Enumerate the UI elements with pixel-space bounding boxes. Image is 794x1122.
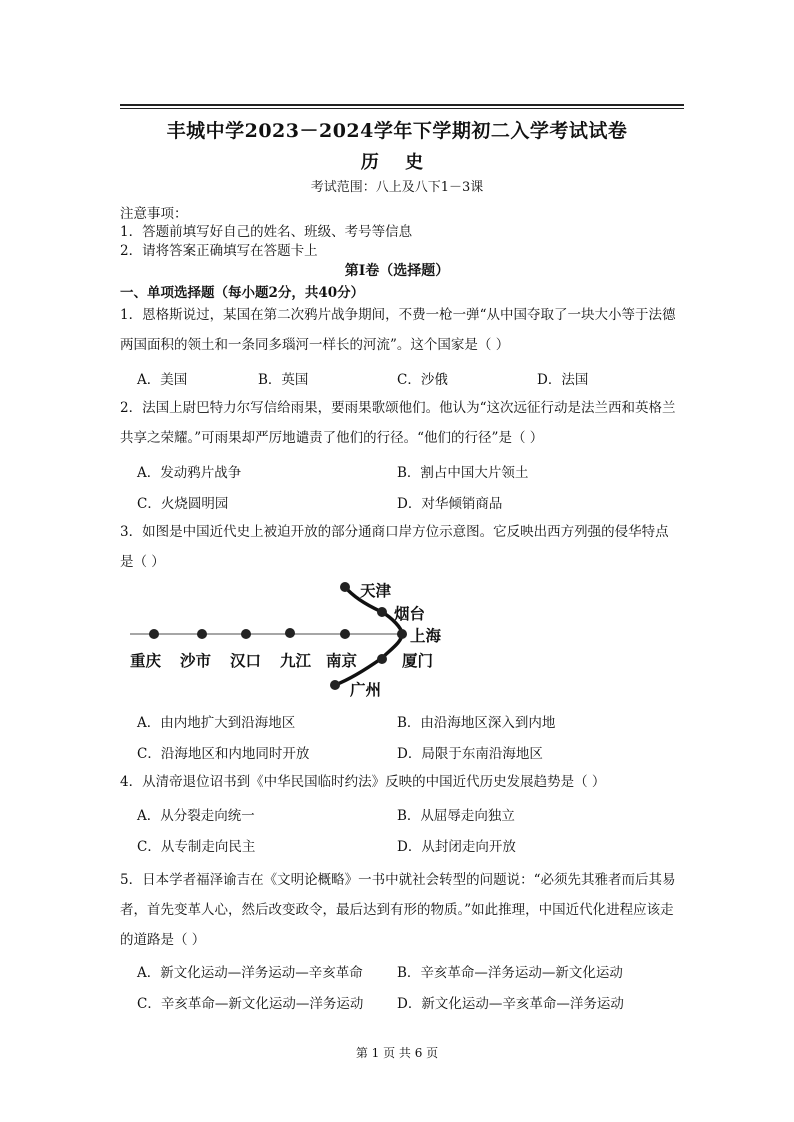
city-label-jiujiang: 九江 (280, 652, 312, 670)
question-1-option-c: C．沙俄 (397, 372, 448, 388)
header-rule-thin (120, 108, 684, 109)
question-5-option-c: C．辛亥革命—新文化运动—洋务运动 (137, 996, 364, 1012)
city-label-xiamen: 厦门 (402, 652, 434, 670)
city-label-chongqing: 重庆 (130, 652, 162, 670)
city-label-yantai: 烟台 (394, 605, 426, 623)
city-label-shanghai: 上海 (410, 627, 442, 645)
question-4-option-a: A．从分裂走向统一 (137, 808, 255, 824)
question-1-option-b: B．英国 (258, 372, 309, 388)
city-label-tianjin: 天津 (360, 582, 392, 600)
header-rule-thick (120, 104, 684, 106)
city-dot-xiamen (377, 654, 387, 664)
question-3-option-a: A．由内地扩大到沿海地区 (137, 715, 296, 731)
question-2-option-b: B．割占中国大片领土 (397, 465, 529, 481)
city-dot-tianjin (340, 582, 350, 592)
question-2-option-d: D．对华倾销商品 (397, 496, 503, 512)
city-dot-guangzhou (330, 680, 340, 690)
exam-scope: 考试范围：八上及八下1－3课 (310, 180, 484, 195)
question-1-option-a: A．美国 (137, 372, 188, 388)
question-1-stem: 1．恩格斯说过，某国在第二次鸦片战争期间，不费一枪一弹“从中国夺取了一块大小等于法德两国面积的领土和一条同多瑙河一样长的河流”。这个国家是（ ） (120, 307, 676, 353)
city-dot-jiujiang (285, 628, 295, 638)
question-5-stem: 5．日本学者福泽谕吉在《文明论概略》一书中就社会转型的问题说：“必须先其雅者而后其易者，首先变革人心，然后改变政令，最后达到有形的物质。”如此推理，中国近代化进程应该走的道路是（ ） (120, 872, 676, 948)
question-3-stem: 3．如图是中国近代史上被迫开放的部分通商口岸方位示意图。它反映出西方列强的侵华特点是（ ） (120, 524, 669, 570)
question-3-option-b: B．由沿海地区深入到内地 (397, 715, 556, 731)
question-4-option-b: B．从屈辱走向独立 (397, 808, 515, 824)
city-dot-hankou (241, 629, 251, 639)
city-dot-chongqing (149, 629, 159, 639)
city-dot-nanjing (340, 629, 350, 639)
city-label-shashi: 沙市 (180, 652, 212, 670)
notice-item: 1．答题前填写好自己的姓名、班级、考号等信息 (120, 224, 413, 240)
page-footer: 第 1 页 共 6 页 (355, 1046, 439, 1060)
question-1-option-d: D．法国 (537, 372, 589, 388)
question-3-option-d: D．局限于东南沿海地区 (397, 746, 543, 762)
notice-heading: 注意事项： (120, 206, 188, 222)
question-3-option-c: C．沿海地区和内地同时开放 (137, 746, 310, 762)
question-4-option-d: D．从封闭走向开放 (397, 839, 516, 855)
question-2-option-a: A．发动鸦片战争 (137, 465, 242, 481)
part-heading: 一、单项选择题（每小题2分，共40分） (120, 285, 365, 301)
question-2-option-c: C．火烧圆明园 (137, 496, 229, 512)
exam-subject: 历 史 (360, 152, 434, 173)
exam-title: 丰城中学2023－2024学年下学期初二入学考试试卷 (166, 120, 628, 142)
question-4-stem: 4．从清帝退位诏书到《中华民国临时约法》反映的中国近代历史发展趋势是（ ） (120, 774, 606, 790)
question-5-option-d: D．新文化运动—辛亥革命—洋务运动 (397, 996, 624, 1012)
city-label-hankou: 汉口 (230, 652, 262, 670)
city-dot-shanghai (397, 629, 407, 639)
section-title: 第I卷（选择题） (344, 263, 450, 279)
city-dot-shashi (197, 629, 207, 639)
question-2-stem: 2．法国上尉巴特力尔写信给雨果，要雨果歌颂他们。他认为“这次远征行动是法兰西和英格兰共享之荣耀。”可雨果却严厉地谴责了他们的行径。“他们的行径”是（ ） (120, 400, 676, 446)
city-label-nanjing: 南京 (326, 652, 358, 670)
question-4-option-c: C．从专制走向民主 (137, 839, 256, 855)
notice-item: 2．请将答案正确填写在答题卡上 (120, 243, 318, 259)
city-dot-yantai (377, 607, 387, 617)
question-5-option-a: A．新文化运动—洋务运动—辛亥革命 (137, 965, 363, 981)
treaty-ports-map (120, 578, 460, 702)
city-label-guangzhou: 广州 (350, 681, 382, 699)
question-5-option-b: B．辛亥革命—洋务运动—新文化运动 (397, 965, 623, 981)
